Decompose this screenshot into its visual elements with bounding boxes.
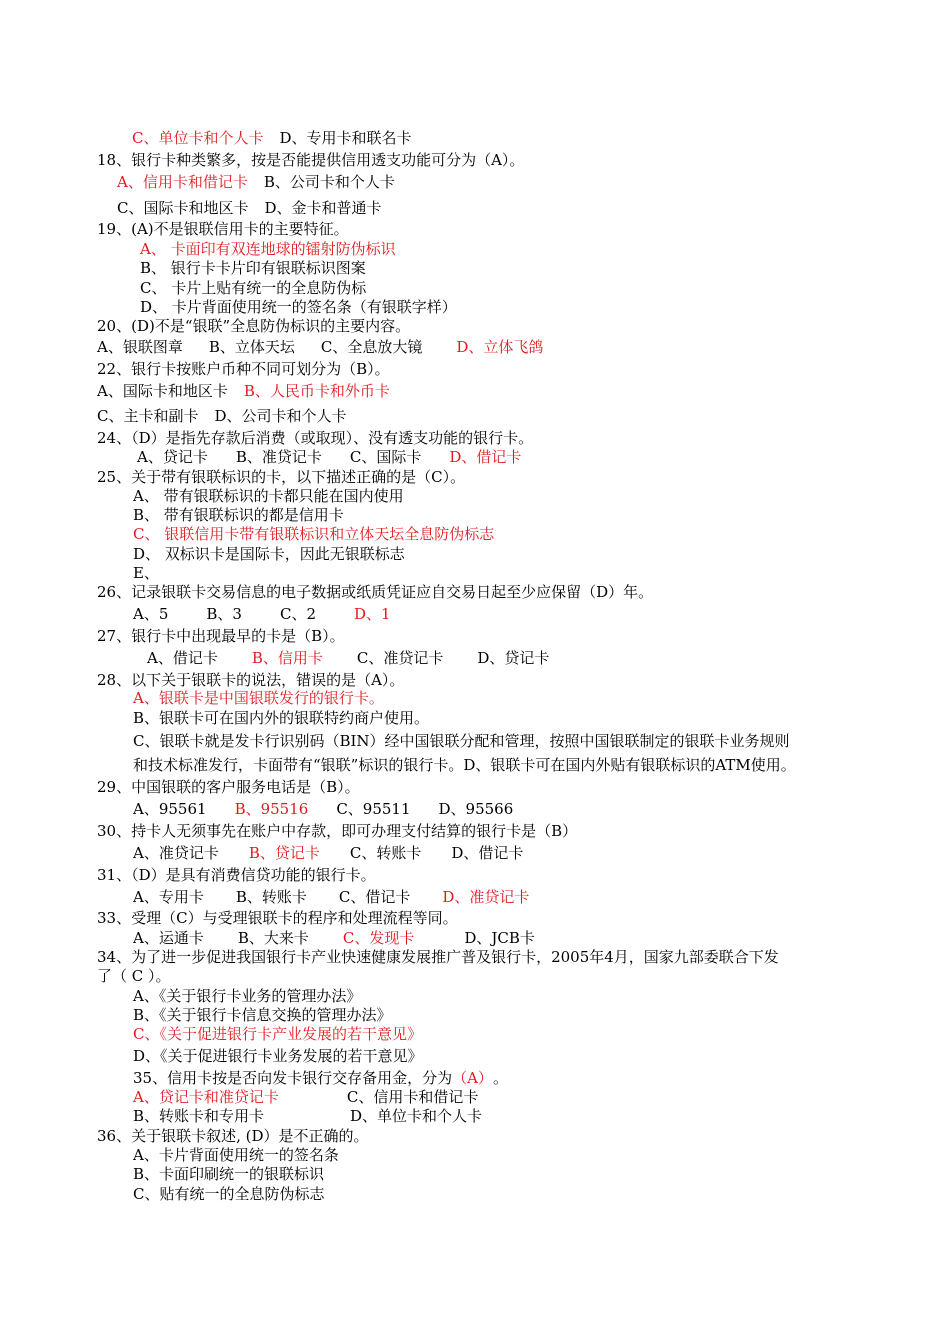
text-segment: 20、(D)不是“银联”全息防伪标识的主要内容。 xyxy=(97,317,411,335)
text-segment: D、借记卡 xyxy=(451,844,524,862)
text-segment: A、卡片背面使用统一的签名条 xyxy=(133,1146,339,1164)
text-segment: 33、受理（C）与受理银联卡的程序和处理流程等同。 xyxy=(97,909,458,927)
text-segment: E、 xyxy=(133,564,159,582)
text-line xyxy=(97,150,524,170)
text-line xyxy=(140,258,366,278)
text-segment: 30、持卡人无须事先在账户中存款，即可办理支付结算的银行卡是（B） xyxy=(97,822,578,840)
text-segment: C、准贷记卡 xyxy=(356,649,444,667)
text-segment: D、贷记卡 xyxy=(477,649,550,667)
text-line xyxy=(97,582,653,602)
answer-text: B、信用卡 xyxy=(251,649,323,667)
answer-text: （A） xyxy=(452,1069,493,1087)
text-segment: C、借记卡 xyxy=(338,888,411,906)
text-segment: C、 卡片上贴有统一的全息防伪标 xyxy=(140,279,367,297)
text-line xyxy=(117,172,395,192)
text-segment: 和技术标准发行，卡面带有“银联”标识的银行卡。D、银联卡可在国内外贴有银联标识的ATM使用。 xyxy=(133,756,796,774)
text-segment: C、国际卡 xyxy=(349,448,422,466)
answer-text: D、立体飞鸽 xyxy=(456,338,544,356)
text-segment: C、2 xyxy=(279,605,316,623)
answer-text: A、信用卡和借记卡 xyxy=(117,173,248,191)
text-segment: 29、中国银联的客户服务电话是（B）。 xyxy=(97,778,360,796)
text-segment: 26、记录银联卡交易信息的电子数据或纸质凭证应自交易日起至少应保留（D）年。 xyxy=(97,583,654,601)
text-line xyxy=(133,1005,392,1025)
text-line xyxy=(140,239,396,259)
text-line xyxy=(133,986,361,1006)
text-segment: D、《关于促进银行卡业务发展的若干意见》 xyxy=(133,1047,423,1065)
text-segment: A、国际卡和地区卡 xyxy=(97,382,228,400)
text-segment: C、主卡和副卡 xyxy=(97,407,199,425)
text-segment: D、 卡片背面使用统一的签名条（有银联字样） xyxy=(140,298,457,316)
text-line xyxy=(133,1164,324,1184)
text-line xyxy=(97,428,533,448)
text-line xyxy=(133,505,344,525)
text-segment: D、单位卡和个人卡 xyxy=(350,1107,483,1125)
text-segment: B、大来卡 xyxy=(237,929,309,947)
text-line xyxy=(133,688,384,708)
answer-text: A、银联卡是中国银联发行的银行卡。 xyxy=(133,689,384,707)
text-segment: B、3 xyxy=(206,605,242,623)
text-line xyxy=(97,381,390,401)
text-segment: 34、为了进一步促进我国银行卡产业快速健康发展推广普及银行卡，2005年4月，国家九部委联合下发 xyxy=(97,948,779,966)
answer-text: B、95516 xyxy=(234,800,309,818)
text-segment: A、准贷记卡 xyxy=(133,844,219,862)
text-line xyxy=(97,316,410,336)
text-segment: B、 带有银联标识的都是信用卡 xyxy=(133,506,344,524)
text-segment: 31、（D）是具有消费信贷功能的银行卡。 xyxy=(97,866,376,884)
text-segment: B、转账卡和专用卡 xyxy=(133,1107,265,1125)
text-line xyxy=(133,1068,508,1088)
text-line xyxy=(133,563,159,583)
text-segment: C、全息放大镜 xyxy=(320,338,423,356)
text-line xyxy=(97,865,376,885)
text-line xyxy=(133,604,391,624)
text-line xyxy=(133,928,535,948)
text-segment: A、借记卡 xyxy=(147,649,218,667)
text-line xyxy=(133,1046,423,1066)
text-line xyxy=(97,777,360,797)
text-segment: B、立体天坛 xyxy=(208,338,295,356)
text-segment: A、银联图章 xyxy=(97,338,183,356)
text-segment: A、运通卡 xyxy=(133,929,204,947)
text-segment: C、95511 xyxy=(336,800,411,818)
text-line xyxy=(97,966,171,986)
text-line xyxy=(133,1184,324,1204)
text-segment: 36、关于银联卡叙述, (D）是不正确的。 xyxy=(97,1127,369,1145)
text-segment: A、贷记卡 xyxy=(137,448,208,466)
text-segment: B、公司卡和个人卡 xyxy=(263,173,395,191)
text-line xyxy=(140,278,366,298)
answer-text: D、借记卡 xyxy=(449,448,522,466)
text-line xyxy=(97,219,349,239)
text-segment: B、《关于银行卡信息交换的管理办法》 xyxy=(133,1006,392,1024)
text-segment: C、贴有统一的全息防伪标志 xyxy=(133,1185,325,1203)
text-line xyxy=(97,626,345,646)
text-segment: C、信用卡和借记卡 xyxy=(346,1088,479,1106)
text-segment: 24、（D）是指先存款后消费（或取现）、没有透支功能的银行卡。 xyxy=(97,429,534,447)
text-line xyxy=(133,799,513,819)
text-line xyxy=(97,337,543,357)
text-segment: 。 xyxy=(492,1069,508,1087)
text-segment: A、《关于银行卡业务的管理办法》 xyxy=(133,987,362,1005)
text-segment: B、银联卡可在国内外的银联特约商户使用。 xyxy=(133,709,430,727)
text-line xyxy=(132,128,412,148)
text-line xyxy=(97,1126,369,1146)
text-line xyxy=(133,1145,339,1165)
text-line xyxy=(133,1024,422,1044)
answer-text: B、贷记卡 xyxy=(248,844,320,862)
answer-text: C、发现卡 xyxy=(342,929,415,947)
text-segment: D、金卡和普通卡 xyxy=(264,199,382,217)
text-line xyxy=(97,947,779,967)
answer-text: B、人民币卡和外币卡 xyxy=(243,382,390,400)
text-segment: D、95566 xyxy=(438,800,514,818)
text-segment: B、卡面印刷统一的银联标识 xyxy=(133,1165,325,1183)
text-segment: A、95561 xyxy=(133,800,207,818)
text-line xyxy=(133,1087,478,1107)
text-segment: D、JCB卡 xyxy=(464,929,535,947)
text-segment: 25、关于带有银联标识的卡，以下描述正确的是（C）。 xyxy=(97,468,466,486)
text-line xyxy=(133,544,405,564)
text-segment: C、银联卡就是发卡行识别码（BIN）经中国银联分配和管理，按照中国银联制定的银联卡业务规则 xyxy=(133,732,790,750)
text-segment: A、 带有银联标识的卡都只能在国内使用 xyxy=(133,487,404,505)
answer-text: D、准贷记卡 xyxy=(442,888,530,906)
text-segment: 22、银行卡按账户币种不同可划分为（B）。 xyxy=(97,360,390,378)
text-segment: D、专用卡和联名卡 xyxy=(279,129,412,147)
text-segment: D、 双标识卡是国际卡，因此无银联标志 xyxy=(133,545,405,563)
text-segment: 18、银行卡种类繁多，按是否能提供信用透支功能可分为（A）。 xyxy=(97,151,525,169)
text-segment: A、专用卡 xyxy=(133,888,204,906)
text-line xyxy=(97,467,465,487)
text-line xyxy=(97,406,347,426)
text-segment: 35、信用卡按是否向发卡银行交存备用金，分为 xyxy=(133,1069,453,1087)
answer-text: C、《关于促进银行卡产业发展的若干意见》 xyxy=(133,1025,422,1043)
text-line xyxy=(133,843,523,863)
text-line xyxy=(137,447,521,467)
answer-text: C、单位卡和个人卡 xyxy=(132,129,264,147)
text-line xyxy=(140,297,457,317)
text-segment: C、国际卡和地区卡 xyxy=(117,199,249,217)
text-segment: B、转账卡 xyxy=(235,888,307,906)
text-segment: A、5 xyxy=(133,605,169,623)
text-line xyxy=(133,1106,482,1126)
answer-text: C、 银联信用卡带有银联标识和立体天坛全息防伪标志 xyxy=(133,525,495,543)
text-segment: 27、银行卡中出现最早的卡是（B）。 xyxy=(97,627,345,645)
text-line xyxy=(133,708,429,728)
text-segment: C、转账卡 xyxy=(349,844,422,862)
text-line xyxy=(117,198,382,218)
text-segment: B、准贷记卡 xyxy=(235,448,322,466)
text-line xyxy=(133,755,796,775)
text-line xyxy=(133,486,404,506)
text-line xyxy=(133,524,494,544)
text-line xyxy=(133,887,529,907)
answer-text: D、1 xyxy=(354,605,391,623)
text-segment: 19、(A)不是银联信用卡的主要特征。 xyxy=(97,220,349,238)
text-line xyxy=(97,359,390,379)
answer-text: A、贷记卡和准贷记卡 xyxy=(133,1088,279,1106)
text-line xyxy=(97,821,577,841)
text-line xyxy=(97,908,458,928)
text-segment: B、 银行卡卡片印有银联标识图案 xyxy=(140,259,366,277)
text-segment: D、公司卡和个人卡 xyxy=(214,407,347,425)
text-segment: 28、以下关于银联卡的说法，错误的是（A）。 xyxy=(97,671,405,689)
text-line xyxy=(97,670,404,690)
text-segment: 了（ C ）。 xyxy=(97,967,171,985)
answer-text: A、 卡面印有双连地球的镭射防伪标识 xyxy=(140,240,396,258)
text-line xyxy=(147,648,549,668)
text-line xyxy=(133,731,790,751)
